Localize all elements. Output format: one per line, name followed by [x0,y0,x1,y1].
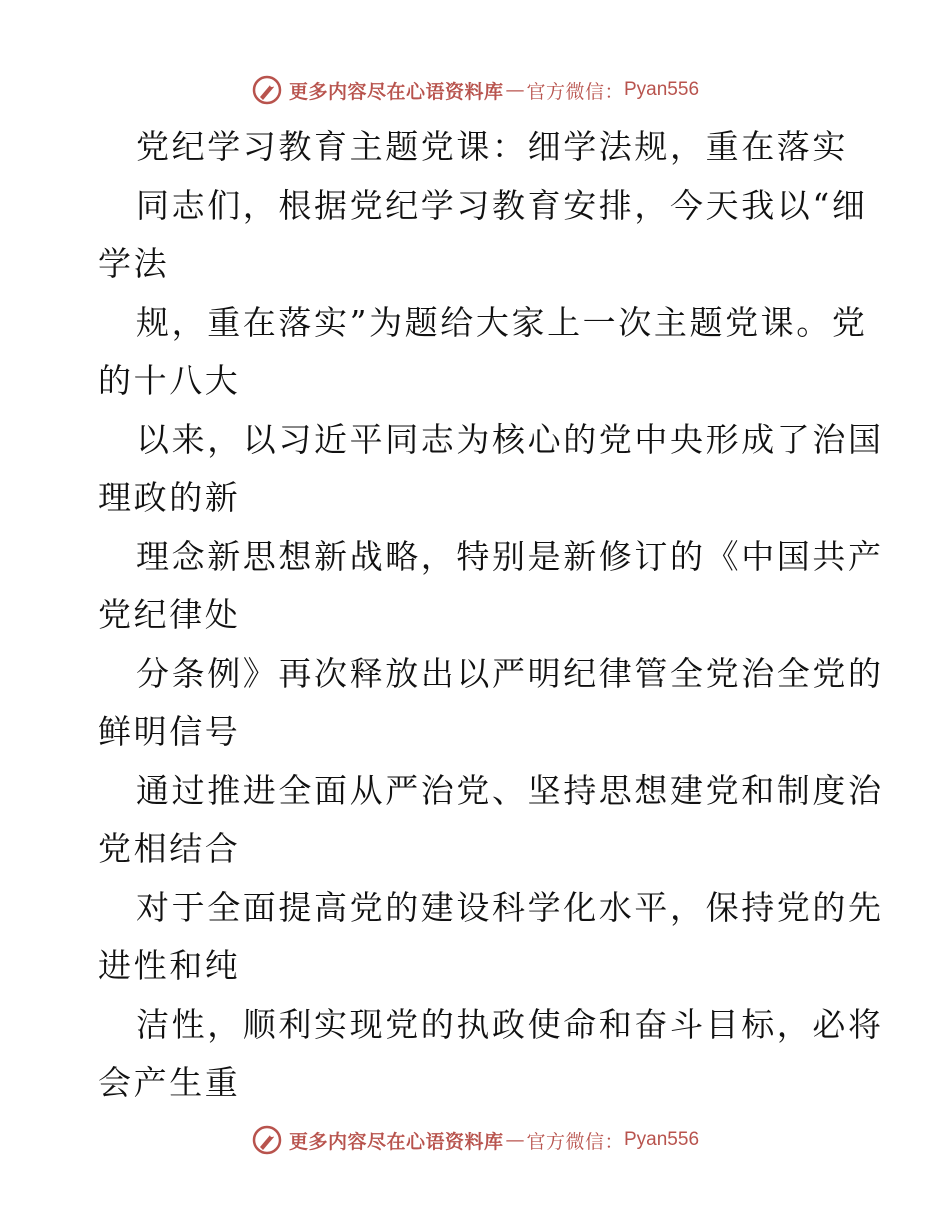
text-line: 规，重在落实”为题给大家上一次主题党课。党 [136,302,868,342]
document-body [98,118,884,1113]
text-line: 党相结合 [98,829,241,868]
document-title: 党纪学习教育主题党课：细学法规，重在落实 [136,127,848,166]
watermark-official-label: 官方微信： [526,1130,624,1153]
text-line: 分条例》再次释放出以严明纪律管全党治全党的 [136,653,884,693]
text-line: 以来，以习近平同志为核心的党中央形成了治国 [136,419,884,459]
text-line: 理念新思想新战略，特别是新修订的《中国共产 [136,536,884,576]
watermark-wechat-id: Pyan556 [624,79,700,100]
text-line: 学法 [98,244,170,283]
watermark-wechat-id: Pyan556 [624,1129,700,1150]
text-line: 同志们，根据党纪学习教育安排，今天我以“细 [136,185,868,225]
watermark-official-label: 官方微信： [526,80,624,103]
pen-logo-icon [251,1124,283,1156]
text-line: 党纪律处 [98,595,241,634]
watermark-dash: — [505,79,525,101]
text-line: 理政的新 [98,478,241,517]
text-line: 会产生重 [98,1063,241,1102]
watermark-title: 更多内容尽在心语资料库 [288,1130,504,1153]
watermark-title: 更多内容尽在心语资料库 [288,80,504,103]
pen-logo-icon [251,74,283,106]
footer-watermark [0,1120,950,1160]
text-line: 进性和纯 [98,946,241,985]
text-line: 鲜明信号 [98,712,241,751]
text-line: 对于全面提高党的建设科学化水平，保持党的先 [136,887,884,927]
text-line: 的十八大 [98,361,241,400]
text-line: 洁性，顺利实现党的执政使命和奋斗目标，必将 [136,1004,884,1044]
header-watermark [0,70,950,110]
watermark-dash: — [505,1129,525,1151]
text-line: 通过推进全面从严治党、坚持思想建党和制度治 [136,770,884,810]
